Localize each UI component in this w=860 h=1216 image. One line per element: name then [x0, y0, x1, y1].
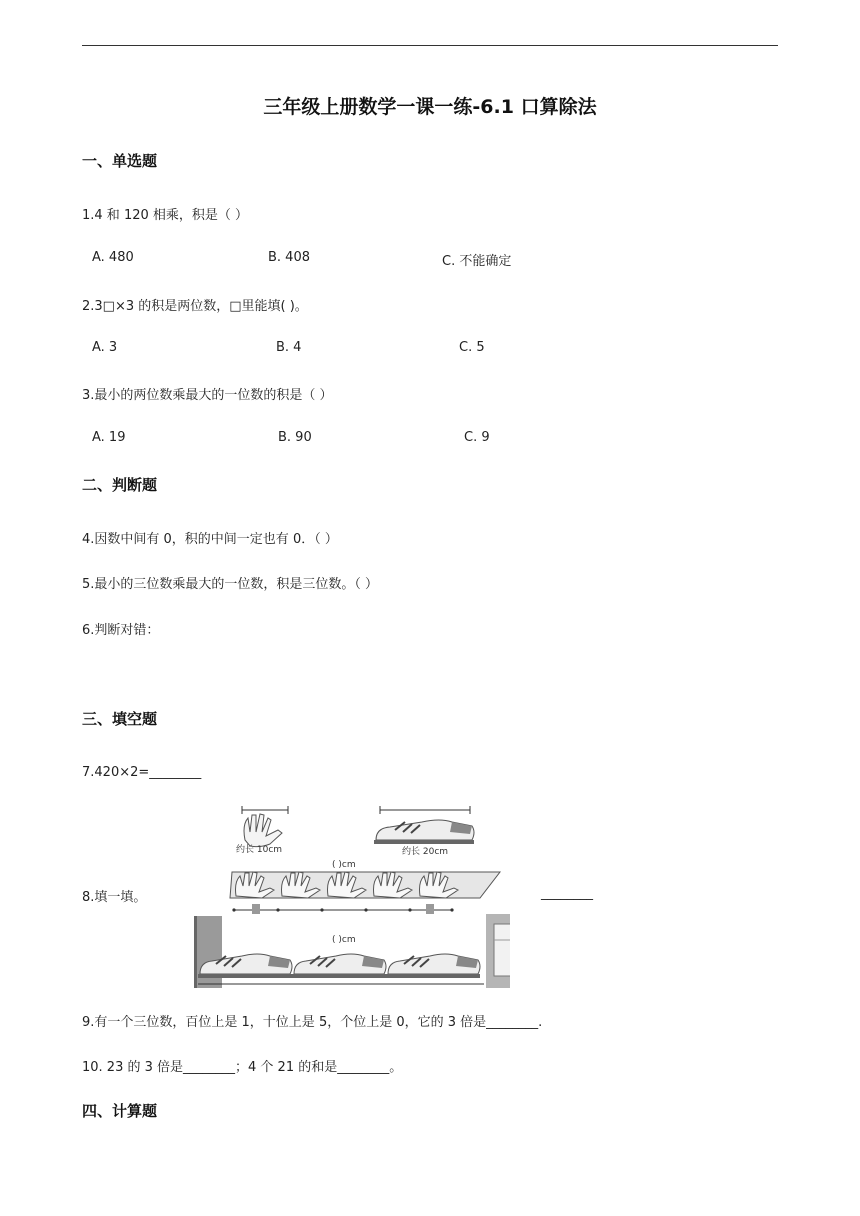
hand-reference [236, 806, 288, 855]
question-1-option-a: A. 480 [92, 250, 134, 265]
question-9: 9.有一个三位数，百位上是 1，十位上是 5，个位上是 0，它的 3 倍是________. [82, 1015, 543, 1030]
question-3-option-c: C. 9 [464, 430, 490, 445]
shoe-reference [374, 806, 474, 857]
question-6: 6.判断对错： [82, 623, 160, 638]
question-2: 2.3□×3 的积是两位数，□里能填( )。 [82, 299, 308, 314]
question-3-option-a: A. 19 [92, 430, 126, 445]
question-10: 10. 23 的 3 倍是________；4 个 21 的和是________。 [82, 1060, 403, 1075]
section-heading-single-choice: 一、单选题 [82, 152, 158, 170]
shoe-length-label: 约长 20cm [402, 847, 449, 857]
cabinet-right [486, 914, 510, 988]
page-title: 三年级上册数学一课一练-6.1 口算除法 [263, 96, 597, 118]
header-rule [82, 45, 778, 46]
question-1-option-b: B. 408 [268, 250, 310, 265]
shoes-total-blank: ( )cm [332, 935, 356, 945]
question-5: 5.最小的三位数乘最大的一位数，积是三位数。（ ） [82, 577, 379, 592]
question-4: 4.因数中间有 0，积的中间一定也有 0．（ ） [82, 532, 338, 547]
section-heading-calculation: 四、计算题 [82, 1102, 158, 1120]
question-1-option-c: C. 不能确定 [442, 254, 512, 269]
shoes-row [198, 954, 484, 984]
hands-total-blank: ( )cm [332, 860, 356, 870]
question-2-option-c: C. 5 [459, 340, 485, 355]
question-2-option-b: B. 4 [276, 340, 302, 355]
question-7: 7.420×2=________ [82, 765, 202, 780]
table-with-hands [230, 872, 500, 914]
question-3-option-b: B. 90 [278, 430, 312, 445]
question-3: 3.最小的两位数乘最大的一位数的积是（ ） [82, 388, 333, 403]
question-8-answer-blank: ________ [541, 886, 593, 901]
hand-length-label: 约长 10cm [236, 845, 283, 855]
question-8: 8.填一填。 [82, 890, 147, 905]
measurement-illustration [190, 800, 510, 990]
section-heading-fill-blank: 三、填空题 [82, 710, 158, 728]
section-heading-true-false: 二、判断题 [82, 476, 158, 494]
question-1: 1.4 和 120 相乘，积是（ ） [82, 208, 249, 223]
question-2-option-a: A. 3 [92, 340, 118, 355]
